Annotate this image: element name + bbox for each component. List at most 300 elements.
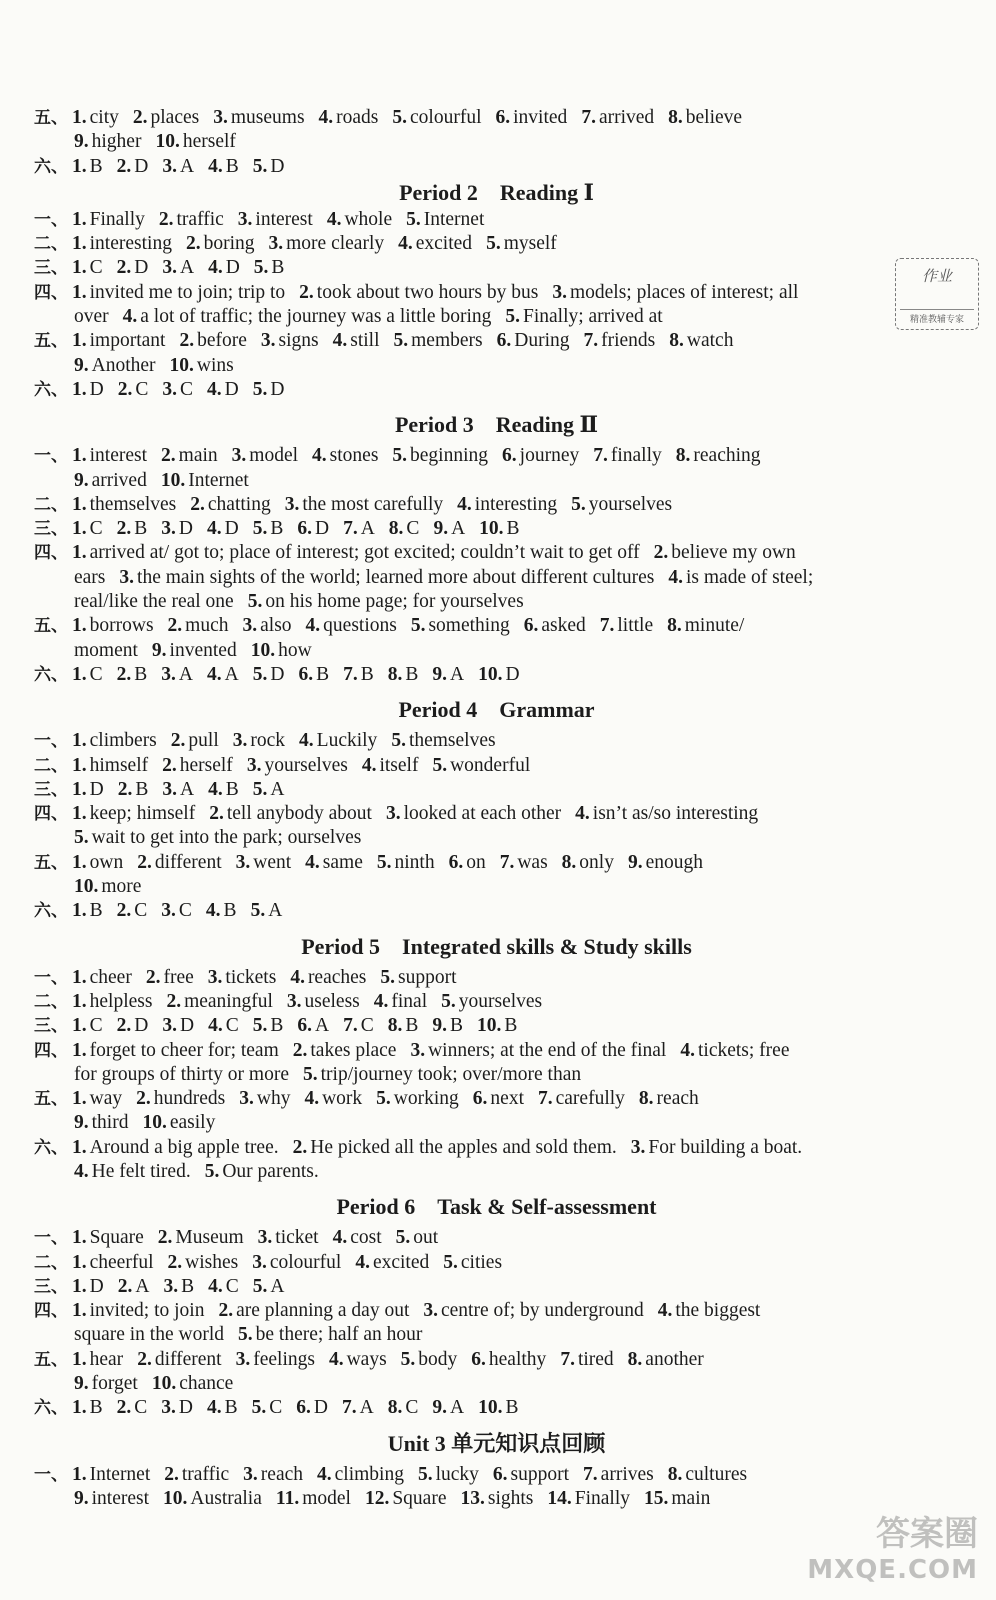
answer-text: reach [656,1088,699,1110]
answer-text: Museum [175,1227,244,1249]
item-number: 3. [237,208,253,230]
item-number: 5. [392,107,408,128]
item-number: 4. [355,1251,370,1273]
item-number: 2. [292,1136,308,1158]
answer-text: colourful [410,107,482,128]
item-number: 3. [162,778,177,800]
answer-text: B [89,900,103,922]
answer-text: support [398,966,457,988]
heading-title: Period 6 [336,1194,416,1220]
item-number: 6. [523,615,539,637]
item-number: 3. [284,493,300,515]
item-number: 7. [560,1348,575,1370]
answer-text: Australia [190,1487,262,1509]
item-number: 3. [235,851,251,873]
answer-text: interest [255,208,313,230]
answer-text: C [225,1015,239,1037]
answer-text: traffic [176,208,224,230]
section-number: 一、 [34,731,68,752]
item-number: 4. [317,1463,332,1485]
answer-text: Another [91,354,156,376]
answer-text: isn’t as/so interesting [592,803,759,825]
answer-text: D [270,155,285,177]
item-number: 4. [668,566,683,588]
item-number: 4. [657,1300,673,1322]
item-number: 7. [599,615,615,637]
answer-text: feelings [253,1348,315,1370]
answer-row [34,378,959,402]
item-number: 3. [162,378,177,400]
answer-row-continued [34,1372,959,1396]
item-number: 3. [286,990,302,1012]
answer-text: B [316,663,330,685]
answer-text: C [405,1397,419,1419]
answer-row-continued [34,590,959,614]
item-number: 1. [72,1251,87,1273]
answer-text: themselves [89,493,177,515]
item-number: 8. [669,330,684,352]
answer-text: different [154,851,222,873]
section-number: 五、 [34,852,68,873]
homework-stamp [895,258,979,330]
answer-text: excited [372,1251,430,1273]
item-number: 6. [472,1088,488,1110]
item-number: 3. [162,257,177,279]
answer-text: higher [91,131,142,153]
item-number: 3. [242,615,258,637]
answer-text: B [506,518,520,540]
answer-text: yourselves [588,493,673,515]
item-number: 4. [304,1088,320,1110]
section-number: 三、 [34,779,68,800]
item-number: 2. [116,663,132,685]
answer-text: way [89,1088,123,1110]
section-number: 六、 [34,901,68,922]
item-number: 5. [395,1227,411,1249]
answer-text: sights [487,1487,534,1509]
item-number: 5. [505,306,520,328]
answer-text: herself [179,754,233,776]
answer-text: D [505,663,520,685]
section-number: 四、 [34,282,68,303]
answer-text: B [135,778,149,800]
answer-text: A [179,257,195,279]
answer-text: D [178,1397,193,1419]
answer-text: is made of steel; [685,566,814,588]
answer-text: looked at each other [403,803,562,825]
item-number: 5. [406,208,421,230]
section-number: 二、 [34,755,68,776]
answer-row-continued [34,130,959,154]
item-number: 10. [163,1487,188,1509]
answer-text: C [89,257,103,279]
item-number: 3. [232,730,248,752]
item-number: 7. [499,851,515,873]
answer-text: working [393,1088,459,1110]
answer-text: the most carefully [302,493,444,515]
item-number: 4. [208,778,223,800]
answer-text: the biggest [675,1300,761,1322]
answer-text: B [134,663,148,685]
heading-subtitle: Reading Ⅱ [495,412,599,438]
heading-title: Unit 3 单元知识点回顾 [387,1430,606,1456]
item-number: 3. [268,233,284,255]
item-number: 5. [238,1324,253,1346]
answer-text: takes place [310,1039,397,1061]
answer-text: Finally; arrived at [522,306,663,328]
answer-text: C [89,1015,103,1037]
answer-text: invited me to join; trip to [89,281,286,303]
item-number: 2. [653,542,669,564]
answer-text: A [268,900,283,922]
answer-text: believe my own [671,542,796,564]
answer-text: the main sights of the world; learned more about different cultures [137,566,655,588]
answer-text: During [514,330,570,352]
answer-row-continued [34,305,959,329]
answer-text: carefully [555,1088,625,1110]
answer-text: on [466,851,486,873]
item-number: 8. [638,1088,654,1110]
answer-text: hear [89,1348,124,1370]
answer-text: borrows [89,615,154,637]
item-number: 1. [72,1463,87,1485]
item-number: 15. [644,1487,669,1509]
item-number: 3. [231,445,247,467]
item-number: 2. [179,330,195,352]
item-number: 2. [170,730,186,752]
section-number: 三、 [34,1276,68,1297]
item-number: 10. [74,876,99,898]
answer-text: Around a big apple tree. [89,1136,279,1158]
answer-text: reach [260,1463,304,1485]
item-number: 5. [252,518,268,540]
section-number: 三、 [34,1016,68,1037]
item-number: 11. [275,1487,300,1509]
answer-text: model [302,1487,351,1509]
answer-text: wishes [185,1251,239,1273]
item-number: 10. [160,469,186,491]
answer-row [34,990,959,1014]
answer-text: He felt tired. [91,1160,191,1182]
item-number: 2. [167,1251,183,1273]
item-number: 1. [72,1300,87,1322]
item-number: 8. [675,445,691,467]
answer-text: questions [323,615,397,637]
answer-row-continued [34,826,959,850]
answer-row-continued [34,1111,959,1135]
answer-text: own [89,851,124,873]
item-number: 3. [161,900,176,922]
answer-text: ninth [394,851,435,873]
item-number: 9. [74,131,89,153]
item-number: 6. [297,1015,312,1037]
answer-text: roads [336,107,379,128]
answer-text: A [270,1275,285,1297]
item-number: 1. [72,1275,87,1297]
item-number: 7. [538,1088,553,1110]
item-number: 1. [72,155,87,177]
item-number: 6. [296,1397,311,1419]
heading-title: Period 5 [301,933,381,959]
answer-text: believe [685,107,743,128]
item-number: 5. [392,445,408,467]
answer-text: A [178,663,193,685]
item-number: 6. [297,518,312,540]
item-number: 1. [72,615,87,637]
item-number: 2. [137,851,152,873]
section-number: 一、 [34,967,68,988]
answer-text: third [91,1112,129,1134]
item-number: 1. [72,778,87,800]
item-number: 3. [385,803,401,825]
answer-row [34,1396,959,1420]
item-number: 2. [158,208,174,230]
answer-text: herself [182,131,236,153]
heading-title: Period 3 [394,412,474,438]
item-number: 4. [326,208,342,230]
answer-text: went [253,851,292,873]
answer-text: friends [601,330,656,352]
section-number: 六、 [34,1398,68,1419]
stamp-bottom: 精准教辅专家 [900,309,974,325]
item-number: 4. [312,445,327,467]
item-number: 1. [72,378,87,400]
answer-text: support [510,1463,570,1485]
section-number: 一、 [34,446,68,467]
item-number: 1. [72,330,87,352]
answer-text: interest [89,445,148,467]
item-number: 10. [250,639,276,661]
item-number: 1. [72,1039,87,1061]
answer-row [34,232,959,256]
answer-text: B [89,1397,103,1419]
item-number: 9. [74,1373,89,1395]
answer-text: Finally [574,1487,631,1509]
answer-row [34,614,959,638]
answer-text: are planning a day out [236,1300,410,1322]
item-number: 7. [342,1397,357,1419]
item-number: 4. [332,1227,348,1249]
item-number: 4. [207,518,222,540]
heading-subtitle: Integrated skills & Study skills [402,933,692,959]
answer-text: more clearly [286,233,385,255]
item-number: 5. [253,257,269,279]
answer-text: Luckily [316,730,378,752]
answer-row-continued [34,875,959,899]
item-number: 2. [190,493,205,515]
item-number: 4. [305,615,321,637]
answer-text: lucky [435,1463,479,1485]
answer-row-continued [34,1063,959,1087]
answer-row [34,444,959,468]
answer-text: invented [169,639,237,661]
answer-text: interesting [474,493,558,515]
item-number: 4. [361,754,377,776]
item-number: 4. [318,107,334,128]
item-number: 3. [161,518,176,540]
section-number: 三、 [34,519,68,540]
section-number: 二、 [34,991,68,1012]
answer-row [34,1299,959,1323]
item-number: 5. [252,378,268,400]
stamp-top: 作业 [921,267,952,285]
answer-text: easily [169,1112,216,1134]
item-number: 9. [74,1112,89,1134]
item-number: 6. [492,1463,508,1485]
item-number: 2. [137,1348,152,1370]
item-number: 5. [417,1463,433,1485]
answer-text: arrived [91,469,147,491]
watermark-url: MXQE.COM [807,1555,978,1585]
answer-row [34,1463,959,1487]
item-number: 5. [410,615,426,637]
answer-text: for groups of thirty or more [74,1063,289,1085]
answer-text: body [418,1348,458,1370]
answer-page [34,106,959,1511]
answer-row [34,1039,959,1063]
heading-title: Period 4 [398,697,478,723]
section-number: 五、 [34,108,68,128]
item-number: 2. [116,1397,132,1419]
answer-row [34,1136,959,1160]
item-number: 9. [74,1487,89,1509]
item-number: 1. [72,493,87,515]
answer-row-continued [34,1487,959,1511]
answer-row [34,966,959,990]
item-number: 8. [561,851,577,873]
item-number: 1. [72,966,87,988]
answer-text: D [270,378,285,400]
answer-text: winners; at the end of the final [428,1039,667,1061]
answer-text: D [89,778,104,800]
item-number: 3. [423,1300,438,1322]
item-number: 9. [74,469,89,491]
answer-row [34,729,959,753]
answer-text: city [89,107,119,128]
answer-text: D [178,518,193,540]
item-number: 12. [364,1487,390,1509]
item-number: 1. [72,730,87,752]
answer-text: D [89,1275,104,1297]
answer-text: tickets [225,966,277,988]
answer-text: real/like the real one [74,591,234,613]
item-number: 5. [393,330,409,352]
item-number: 10. [151,1373,177,1395]
item-number: 4. [299,730,314,752]
item-number: 3. [243,1463,258,1485]
answer-text: Square [89,1227,144,1249]
section-number: 一、 [34,1228,68,1249]
answer-text: D [225,257,240,279]
item-number: 3. [410,1039,426,1061]
answer-text: whole [344,208,393,230]
answer-text: was [517,851,548,873]
item-number: 1. [72,208,87,230]
answer-text: B [270,518,284,540]
item-number: 3. [162,1015,177,1037]
section-number: 二、 [34,494,68,515]
item-number: 1. [72,900,87,922]
answer-text: Internet [423,208,485,230]
answer-text: traffic [181,1463,230,1485]
answer-text: invited [513,107,568,128]
item-number: 2. [218,1300,234,1322]
item-number: 2. [185,233,201,255]
section-heading [34,180,959,206]
answer-text: C [406,518,420,540]
item-number: 1. [72,754,87,776]
answer-text: next [490,1088,524,1110]
item-number: 4. [373,990,389,1012]
answer-text: reaching [693,445,761,467]
answer-text: A [179,778,195,800]
item-number: 2. [166,990,182,1012]
answer-row-continued [34,1160,959,1184]
answer-text: boring [203,233,255,255]
answer-text: reaches [307,966,367,988]
answer-text: A [224,663,239,685]
section-number: 三、 [34,258,68,279]
item-number: 2. [292,1039,308,1061]
answer-row [34,778,959,802]
answer-text: signs [278,330,319,352]
answer-text: A [449,1397,465,1419]
answer-row [34,256,959,280]
item-number: 1. [72,107,87,128]
answer-text: C [89,518,103,540]
answer-text: healthy [488,1348,547,1370]
item-number: 5. [252,1275,268,1297]
item-number: 5. [74,827,89,849]
item-number: 4. [208,257,223,279]
answer-text: D [270,663,285,685]
answer-text: took about two hours by bus [316,281,539,303]
section-number: 六、 [34,379,68,400]
item-number: 9. [432,1397,447,1419]
answer-row [34,281,959,305]
item-number: 4. [398,233,413,255]
item-number: 9. [151,639,167,661]
item-number: 3. [163,1275,179,1297]
answer-text: himself [89,754,149,776]
item-number: 2. [209,803,224,825]
item-number: 1. [72,233,87,255]
answer-text: something [428,615,510,637]
item-number: 7. [581,107,596,128]
section-heading [34,412,959,438]
item-number: 4. [207,663,222,685]
answer-text: ways [346,1348,387,1370]
item-number: 5. [432,754,448,776]
answer-text: C [134,900,148,922]
item-number: 3. [552,281,567,303]
item-number: 5. [441,990,456,1012]
answer-text: out [413,1227,439,1249]
answer-row [34,493,959,517]
answer-text: B [270,1015,284,1037]
answer-text: Finally [89,208,145,230]
item-number: 3. [161,663,176,685]
answer-text: also [260,615,292,637]
item-number: 2. [117,778,133,800]
answer-text: stones [329,445,379,467]
answer-text: places [150,107,200,128]
item-number: 3. [630,1136,646,1158]
answer-text: B [405,663,419,685]
answer-text: another [645,1348,704,1370]
item-number: 2. [167,615,183,637]
answer-text: D [224,378,239,400]
